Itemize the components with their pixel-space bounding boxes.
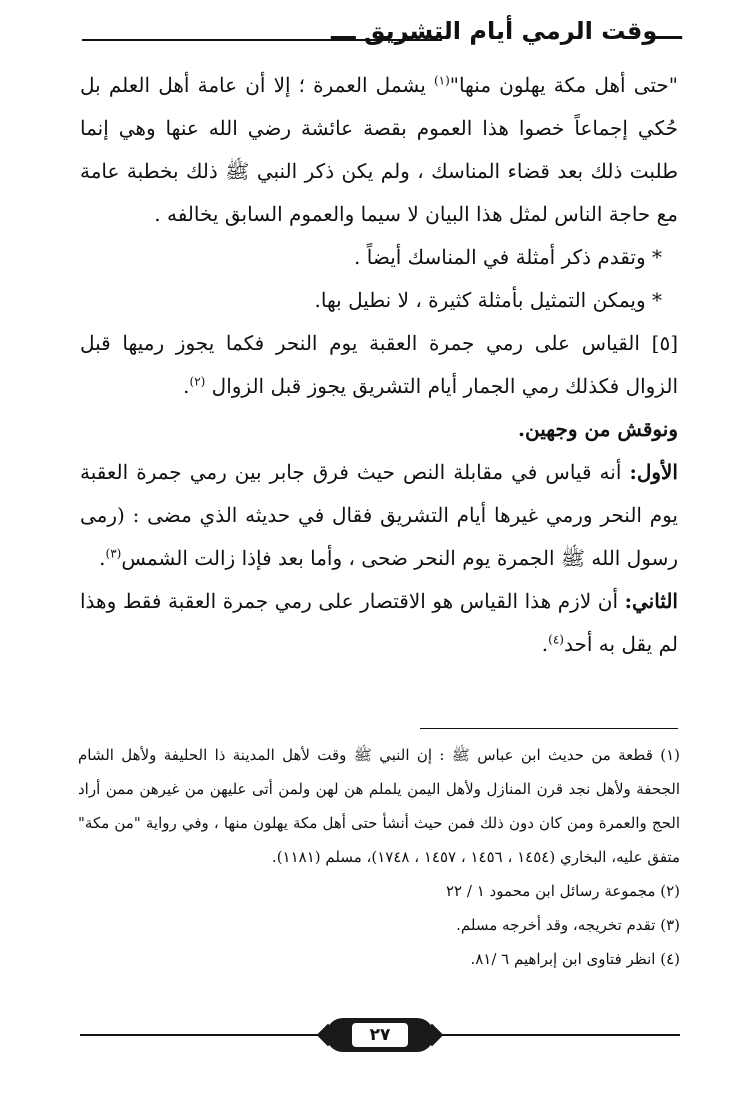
- footnote-ref-3[interactable]: (٣): [105, 546, 122, 561]
- paragraph-1-text: يشمل العمرة ؛ إلا أن عامة أهل العلم بل حُكي إجماعاً خصوا هذا العموم بقصة عائشة رضي الله عنها وهي إنما طلبت ذلك بعد قضاء المناسك ، ولم يكن ذكر النبي ﷺ ذلك بخطبة عامة مع حاجة الناس لمثل هذا البيان لا سيما والعموم السابق يخالفه .: [80, 73, 678, 226]
- paragraph-3: * ويمكن التمثيل بأمثلة كثيرة ، لا نطيل بها.: [314, 288, 662, 312]
- footnote-ref-2[interactable]: (٢): [189, 374, 206, 389]
- footnote-2: (٢) مجموعة رسائل ابن محمود ١ / ٢٢: [445, 882, 680, 900]
- main-text: [80, 64, 678, 666]
- footnote-ref-1[interactable]: (١): [433, 73, 450, 88]
- page-footer: [80, 1014, 680, 1054]
- paragraph-4: [80, 322, 678, 408]
- second-point-label: الثاني:: [624, 589, 678, 613]
- header-title: ـــوقت الرمي أيام التشريق ـــ: [331, 17, 682, 45]
- footnote-ref-4[interactable]: (٤): [548, 632, 564, 647]
- paragraph-1: [80, 64, 678, 236]
- first-point-label: الأول:: [629, 460, 678, 484]
- paragraph-6: [80, 451, 678, 580]
- footer-rule-left: [80, 1034, 330, 1036]
- footnotes: [78, 738, 680, 976]
- paragraph-4-text: [٥] القياس على رمي جمرة العقبة يوم النحر فكما يجوز رميها قبل الزوال فكذلك رمي الجمار أيام التشريق يجوز قبل الزوال: [80, 331, 678, 398]
- paragraph-4-end: .: [183, 374, 190, 398]
- footnote-4: (٤) انظر فتاوى ابن إبراهيم ٦ /٨١.: [470, 950, 680, 968]
- paragraph-7-text: أن لازم هذا القياس هو الاقتصار على رمي جمرة العقبة فقط وهذا لم يقل به أحد: [80, 589, 678, 656]
- footnote-1: (١) قطعة من حديث ابن عباس ﷺ : إن النبي ﷺ وقت لأهل المدينة ذا الحليفة ولأهل الشام الجحفة ولأهل نجد قرن المنازل ولأهل اليمن يلملم هن لهن ولمن أتى عليهن من غيرهن ممن أراد الحج والعمرة ومن كان دون ذلك فمن حيث أنشأ حتى أهل مكة يهلون منها ، وفي رواية "من مكة" متفق عليه، البخاري (١٤٥٤ ، ١٤٥٦ ، ١٤٥٧ ، ١٧٤٨)، مسلم (١١٨١).: [78, 746, 680, 866]
- paragraph-7-end: .: [541, 632, 549, 656]
- footer-rule-right: [430, 1034, 680, 1036]
- page-number: ٢٧: [352, 1023, 408, 1047]
- paragraph-6-end: .: [99, 546, 106, 570]
- running-header: [82, 12, 682, 52]
- paragraph-5-heading: ونوقش من وجهين.: [518, 417, 678, 441]
- footnote-separator: [420, 728, 678, 729]
- paragraph-7: [80, 580, 678, 666]
- quote: "حتى أهل مكة يهلون منها": [449, 73, 678, 97]
- paragraph-2: * وتقدم ذكر أمثلة في المناسك أيضاً .: [354, 245, 662, 269]
- footnote-3: (٣) تقدم تخريجه، وقد أخرجه مسلم.: [456, 916, 680, 934]
- paragraph-6-text: أنه قياس في مقابلة النص حيث فرق جابر بين رمي جمرة العقبة يوم النحر ورمي غيرها أيام التشريق فقال في حديثه الذي مضى : (رمى رسول الله ﷺ الجمرة يوم النحر ضحى ، وأما بعد فإذا زالت الشمس: [80, 460, 678, 570]
